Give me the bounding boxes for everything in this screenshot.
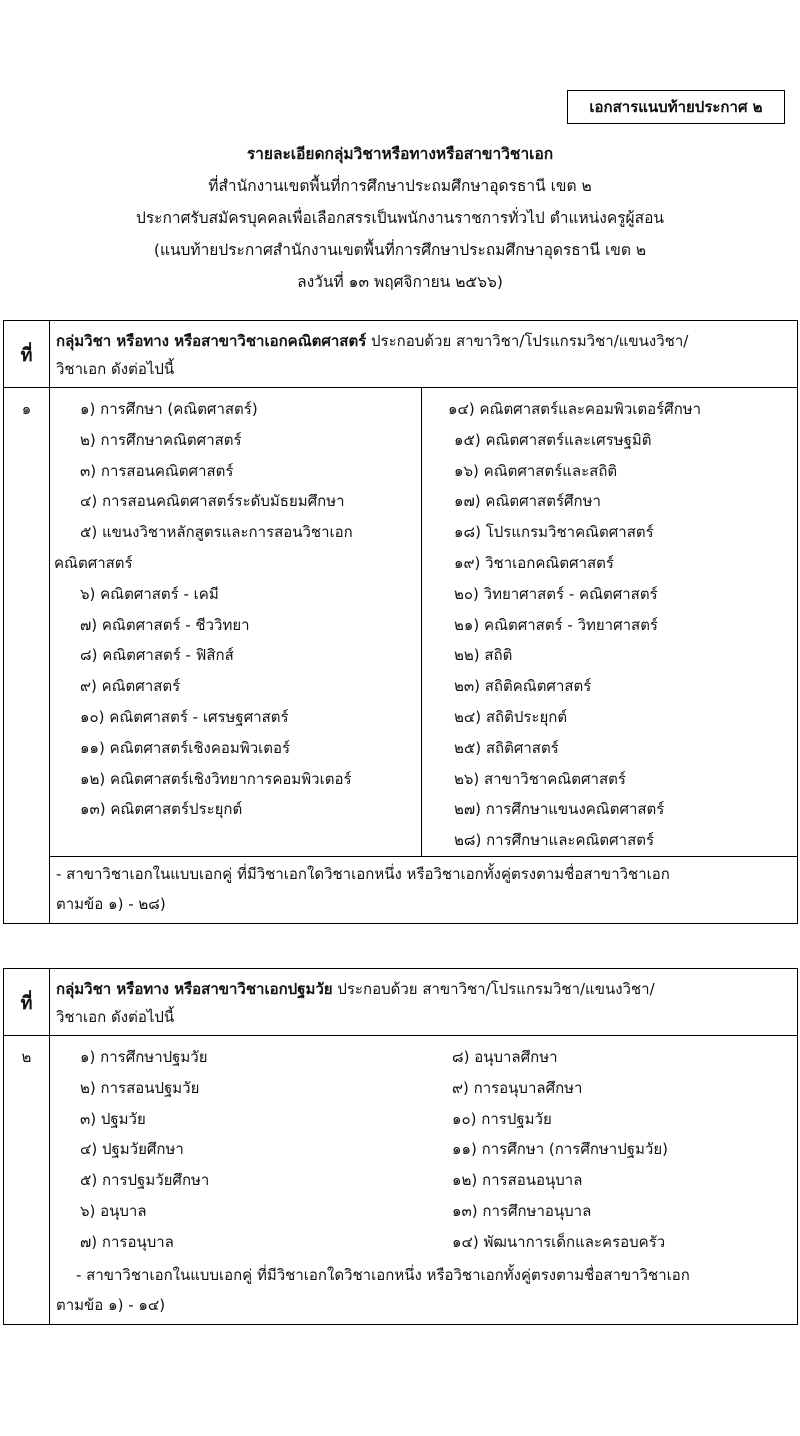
- list-item: ๑๑) คณิตศาสตร์เชิงคอมพิวเตอร์: [80, 738, 291, 757]
- list-item: ๑) การศึกษา (คณิตศาสตร์): [80, 400, 258, 418]
- list-item: ๖) คณิตศาสตร์ - เคมี: [80, 584, 219, 603]
- list-item: ๑๐) การปฐมวัย: [452, 1109, 552, 1128]
- header-line-3: ประกาศรับสมัครบุคคลเพื่อเลือกสรรเป็นพนักงานราชการทั่วไป ตำแหน่งครูผู้สอน: [136, 209, 664, 227]
- header-line-5: ลงวันที่ ๑๓ พฤศจิกายน ๒๕๖๖): [297, 273, 503, 291]
- group-heading-line2: วิชาเอก ดังต่อไปนี้: [56, 360, 175, 378]
- list-item: ๑๓) คณิตศาสตร์ประยุกต์: [80, 800, 243, 819]
- note-line-2: ตามข้อ ๑) - ๒๘): [56, 894, 166, 913]
- list-item: ๒๐) วิทยาศาสตร์ - คณิตศาสตร์: [454, 584, 658, 603]
- list-item: ๒๑) คณิตศาสตร์ - วิทยาศาสตร์: [454, 615, 658, 634]
- number-column-header: ที่: [4, 321, 50, 388]
- group-heading-bold: กลุ่มวิชา หรือทาง หรือสาขาวิชาเอกปฐมวัย: [56, 980, 333, 998]
- left-column: [50, 1042, 422, 1258]
- list-item: ๒) การศึกษาคณิตศาสตร์: [80, 430, 242, 449]
- list-item: ๑) การศึกษาปฐมวัย: [80, 1048, 208, 1066]
- list-spacer: [50, 825, 421, 856]
- row-number: ๑: [4, 388, 50, 924]
- list-item: ๑๙) วิชาเอกคณิตศาสตร์: [454, 553, 614, 572]
- double-major-note: [50, 1258, 797, 1324]
- group-heading-line2: วิชาเอก ดังต่อไปนี้: [56, 1008, 175, 1026]
- list-item: ๕) การปฐมวัยศึกษา: [80, 1171, 210, 1190]
- attachment-label: เอกสารแนบท้ายประกาศ ๒: [567, 90, 785, 124]
- list-item: ๑๕) คณิตศาสตร์และเศรษฐมิติ: [454, 430, 652, 449]
- right-column: [422, 1042, 796, 1258]
- list-item: ๑๓) การศึกษาอนุบาล: [452, 1201, 592, 1220]
- list-item: ๓) การสอนคณิตศาสตร์: [80, 461, 234, 480]
- list-item: ๑๐) คณิตศาสตร์ - เศรษฐศาสตร์: [80, 707, 289, 726]
- group-heading: [50, 321, 798, 388]
- list-item: ๘) อนุบาลศึกษา: [452, 1048, 558, 1066]
- list-item: ๒๔) สถิติประยุกต์: [454, 707, 568, 726]
- document-header: [0, 138, 800, 298]
- list-item: ๒๓) สถิติคณิตศาสตร์: [454, 677, 592, 696]
- math-group-table: [3, 320, 798, 924]
- list-item: ๒๖) สาขาวิชาคณิตศาสตร์: [454, 769, 626, 788]
- group-heading: [50, 969, 798, 1036]
- number-column-header: ที่: [4, 969, 50, 1036]
- document-title: รายละเอียดกลุ่มวิชาหรือทางหรือสาขาวิชาเอก: [246, 145, 554, 163]
- double-major-note: [50, 856, 797, 923]
- list-item: ๒) การสอนปฐมวัย: [80, 1078, 200, 1097]
- list-item: ๙) คณิตศาสตร์: [80, 677, 181, 696]
- group-heading-rest: ประกอบด้วย สาขาวิชา/โปรแกรมวิชา/แขนงวิชา/: [366, 332, 689, 350]
- right-column: [422, 388, 796, 856]
- list-item: ๑๘) โปรแกรมวิชาคณิตศาสตร์: [454, 523, 654, 542]
- list-item: ๙) การอนุบาลศึกษา: [452, 1078, 583, 1097]
- group-heading-rest: ประกอบด้วย สาขาวิชา/โปรแกรมวิชา/แขนงวิชา/: [332, 980, 655, 998]
- header-line-2: ที่สำนักงานเขตพื้นที่การศึกษาประถมศึกษาอุดรธานี เขต ๒: [208, 177, 592, 195]
- list-item: ๑๗) คณิตศาสตร์ศึกษา: [454, 492, 601, 511]
- list-item: ๑๑) การศึกษา (การศึกษาปฐมวัย): [452, 1140, 668, 1159]
- note-line-1: - สาขาวิชาเอกในแบบเอกคู่ ที่มีวิชาเอกใดวิชาเอกหนึ่ง หรือวิชาเอกทั้งคู่ตรงตามชื่อสาขาวิชาเอก: [76, 1265, 690, 1284]
- subject-list-cell: [50, 388, 798, 924]
- left-column: [50, 388, 422, 856]
- early-childhood-group-table: [3, 968, 798, 1325]
- group-heading-bold: กลุ่มวิชา หรือทาง หรือสาขาวิชาเอกคณิตศาสตร์: [56, 332, 367, 350]
- list-item: ๑๒) การสอนอนุบาล: [452, 1171, 583, 1190]
- list-item: ๒๗) การศึกษาแขนงคณิตศาสตร์: [454, 800, 665, 819]
- list-item: ๔) การสอนคณิตศาสตร์ระดับมัธยมศึกษา: [80, 492, 345, 511]
- list-item: ๒๕) สถิติศาสตร์: [454, 738, 559, 757]
- list-item: ๒๒) สถิติ: [454, 646, 513, 665]
- list-item: ๓) ปฐมวัย: [80, 1109, 146, 1128]
- header-line-4: (แนบท้ายประกาศสำนักงานเขตพื้นที่การศึกษาประถมศึกษาอุดรธานี เขต ๒: [153, 241, 647, 259]
- list-item: ๘) คณิตศาสตร์ - ฟิสิกส์: [80, 646, 234, 665]
- list-item: ๑๖) คณิตศาสตร์และสถิติ: [454, 461, 618, 480]
- list-item: ๔) ปฐมวัยศึกษา: [80, 1140, 184, 1159]
- list-item: ๗) คณิตศาสตร์ - ชีววิทยา: [80, 615, 250, 634]
- list-item: ๖) อนุบาล: [80, 1201, 147, 1220]
- note-line-1: - สาขาวิชาเอกในแบบเอกคู่ ที่มีวิชาเอกใดวิชาเอกหนึ่ง หรือวิชาเอกทั้งคู่ตรงตามชื่อสาขาวิชาเอก: [56, 864, 670, 883]
- list-item: ๑๔) พัฒนาการเด็กและครอบครัว: [452, 1232, 666, 1251]
- list-item: ๕) แขนงวิชาหลักสูตรและการสอนวิชาเอก: [80, 523, 353, 542]
- list-item: ๒๘) การศึกษาและคณิตศาสตร์: [454, 831, 655, 850]
- row-number: ๒: [4, 1036, 50, 1325]
- list-item: ๗) การอนุบาล: [80, 1232, 174, 1251]
- note-line-2: ตามข้อ ๑) - ๑๔): [56, 1295, 166, 1314]
- list-item: ๑๔) คณิตศาสตร์และคอมพิวเตอร์ศึกษา: [448, 400, 702, 418]
- subject-list-cell: [50, 1036, 798, 1325]
- list-item: คณิตศาสตร์: [54, 553, 133, 572]
- list-item: ๑๒) คณิตศาสตร์เชิงวิทยาการคอมพิวเตอร์: [80, 769, 352, 788]
